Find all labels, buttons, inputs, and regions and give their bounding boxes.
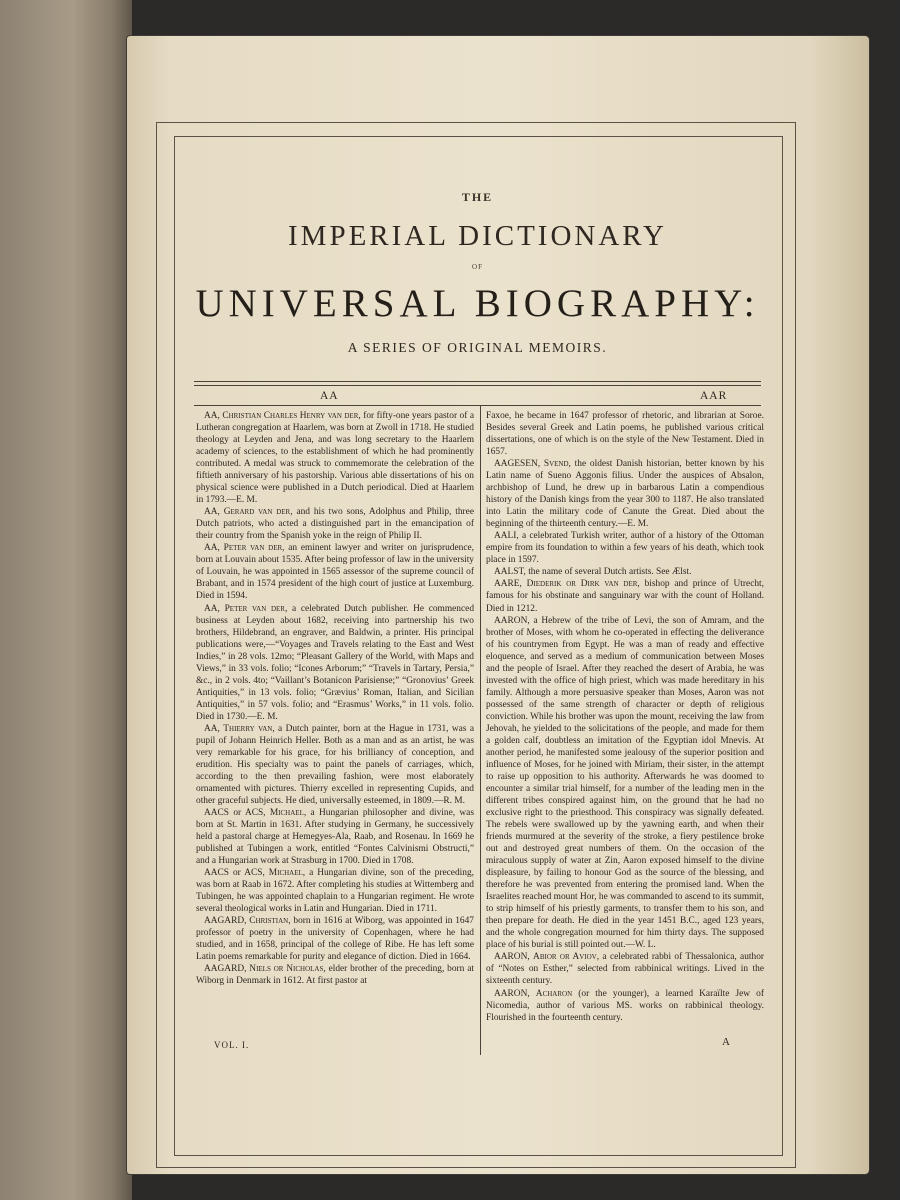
left-column bbox=[196, 410, 474, 988]
entry-text: a celebrated Turkish writer, author of a history of the Ottoman empire from its foundation to within a few years of his death, which took place in 1597. bbox=[486, 531, 764, 566]
left-facing-page bbox=[0, 0, 132, 1200]
entry-text: elder brother of the preceding, born at Wiborg in Denmark in 1612. At first pastor at bbox=[196, 964, 474, 987]
entry-headword: AA, bbox=[204, 603, 225, 614]
running-head-right: AAR bbox=[700, 390, 728, 402]
title-imperial-dictionary: IMPERIAL DICTIONARY bbox=[288, 220, 667, 252]
entry-headword: AAGARD, bbox=[204, 916, 250, 927]
entry-name: Michael, bbox=[269, 808, 307, 819]
entry-name: Diederik or Dirk van der, bbox=[526, 579, 640, 590]
header-rule-thin bbox=[194, 385, 761, 386]
entry-text: bishop and prince of Utrecht, famous for his obstinate and sanguinary war with the count of Holland. Died in 1212. bbox=[486, 579, 764, 614]
entry-text: and his two sons, Adolphus and Philip, three Dutch patriots, who acted a distinguished part in the emancipation of their country from the Spanish yoke in the reign of Philip II. bbox=[196, 507, 474, 542]
entry-name: Christian Charles Henry van der, bbox=[222, 411, 361, 421]
right-column bbox=[486, 410, 764, 1024]
entry-name: Thierry van, bbox=[223, 723, 275, 734]
entry-headword: AA, bbox=[204, 723, 224, 734]
dictionary-entry bbox=[196, 915, 474, 963]
dictionary-entry bbox=[486, 615, 764, 952]
subtitle: A SERIES OF ORIGINAL MEMOIRS. bbox=[347, 340, 608, 355]
entry-text: a Hebrew of the tribe of Levi, the son of Amram, and the brother of Moses, with whom he co-operated in effecting the deliverance of his countrymen from Egypt. He was a man of ready and effective eloquence, and served as a medium of communication between Moses and the people of Israel. After they reached the desert of Arabia, he was invested with the office of high priest, which was made hereditary in his family. Although a more persuasive speaker than Moses, Aaron was not possessed of the same strength of character or depth of religious conviction. While his brother was upon the mount, receiving the law from Jehovah, he yielded to the solicitations of the people, and made for them a golden calf, doubtless an imitation of the Egyptian idol Mnevis. At another period, he manifested some jealousy of the superior position and influence of Moses, for he joined with Miriam, their sister, in the attempt to raise up opposition to his authority. Afterwards he was doomed to encounter a similar trial himself, for a number of the leading men in the different tribes conspired against him, on the ground that he had no exclusive right to the priesthood. This conspiracy was signally defeated. The rebels were swallowed up by the yawning earth, and when their friends murmured at the severity of the stroke, a fiery pestilence broke out and destroyed great numbers of them. On the occasion of the miraculous supply of water at Zin, Aaron exposed himself to the divine displeasure, by failing to honour God as the source of the blessing, and therefore he was prevented from entering the promised land. When the Israelites reached mount Hor, he was commanded to ascend to its summit, to strip himself of his priestly garments, to transfer them to his son, and then prepare for death. He died in the year 1451 B.C., aged 123 years, and the whole congregation mourned for him thirty days. The supposed place of his burial is still pointed out.—W. L. bbox=[486, 615, 764, 951]
dictionary-entry bbox=[196, 867, 474, 915]
entry-headword: AARON, bbox=[494, 952, 534, 963]
dictionary-entry bbox=[196, 603, 474, 723]
dictionary-entry bbox=[486, 566, 764, 578]
dictionary-entry bbox=[486, 530, 764, 566]
entry-text: a celebrated rabbi of Thessalonica, author of “Notes on Esther,” selected from rabbinical writings. Lived in the sixteenth century. bbox=[486, 952, 765, 987]
entry-name: Peter van der, bbox=[223, 543, 285, 554]
header-rule bbox=[194, 381, 761, 382]
entry-text: Faxoe, he became in 1647 professor of rhetoric, and librarian at Soroe. Besides several Greek and Latin poems, he published various critical dissertations, one of which is on the style of the New Testament. Died in 1657. bbox=[486, 411, 764, 458]
dictionary-entry bbox=[196, 723, 474, 807]
dictionary-entry bbox=[196, 963, 474, 987]
dictionary-entry bbox=[486, 410, 764, 458]
entry-text: a Dutch painter, born at the Hague in 1731, was a pupil of Johann Heinrich Heller. Both as a man and as an artist, he was very remarkable for his grace, for his brilliancy of conception, and erudition. His specialty was to paint the panels of carriages, which, according to the then prevailing fashion, were most elaborately ornamented with pictures. Thierry excelled in representing Cupids, and other graceful subjects. He died, universally esteemed, in 1809.—R. M. bbox=[196, 723, 474, 806]
entry-headword: AACS or ACS, bbox=[204, 808, 270, 819]
entry-name: Christian, bbox=[249, 916, 291, 927]
entry-headword: AARON, bbox=[494, 615, 534, 626]
column-divider bbox=[480, 405, 481, 1055]
entry-text: (or the younger), a learned Karaïlte Jew of Nicomedia, author of various MS. works on rabbinical theology. Flourished in the fourteenth century. bbox=[486, 988, 764, 1023]
entry-name: Svend, bbox=[543, 459, 571, 470]
entry-text: a Hungarian philosopher and divine, was born at St. Martin in 1631. After studying in Germany, he successively held a pastoral charge at Hemegyes-Ala, Raab, and Rosenau. In 1669 he published at Tubingen a work, entitled “Fontes Calvinismi Obstructi,” and a Hungarian work at Strasburg in 1700. Died in 1708. bbox=[196, 808, 474, 867]
entry-headword: AA, bbox=[204, 411, 223, 421]
entry-headword: AARE, bbox=[494, 579, 527, 590]
dictionary-entry bbox=[196, 807, 474, 867]
dictionary-entry bbox=[486, 988, 764, 1024]
dictionary-entry bbox=[486, 951, 764, 987]
entry-name: Niels or Nicholas, bbox=[249, 964, 326, 975]
entry-text: the name of several Dutch artists. See Ælst. bbox=[528, 567, 692, 578]
entry-headword: AA, bbox=[204, 507, 224, 518]
entry-headword: AARON, bbox=[494, 988, 536, 999]
entry-text: a celebrated Dutch publisher. He commenced business at Leyden about 1682, receiving into partnership his two brothers, Hildebrand, an engraver, and Baldwin, a printer. His principal publications were,—“Voyages and Travels relating to the East and West Indies,” in 28 vols. 12mo; “Pleasant Gallery of the World, with Maps and Views,” in 33 vols. folio; “Icones Arborum;” “Travels in Tartary, Persia,” &c., in 2 vols. 4to; “Vaillant’s Botanicon Parisiense;” “Gronovius’ Greek Antiquities,” in 13 vols. folio; “Grævius’ Roman, Italian, and Sicilian Antiquities,” in 57 vols. folio; and “Erasmus’ Works,” in 11 vols. folio. Died in 1730.—E. M. bbox=[196, 603, 475, 722]
entry-headword: AAGESEN, bbox=[494, 459, 544, 470]
dictionary-entry bbox=[486, 458, 764, 530]
entry-name: Acharon bbox=[535, 988, 573, 999]
running-head-left: AA bbox=[320, 390, 339, 402]
entry-text: an eminent lawyer and writer on jurisprudence, born at Louvain about 1535. After being professor of law in the university of Louvain, he was appointed in 1565 assessor of the supreme council of Brabant, and in 1574 president of the high court of justice at Luxemburg. Died in 1594. bbox=[196, 543, 475, 602]
entry-text: a Hungarian divine, son of the preceding, was born at Raab in 1672. After completing his studies at Wittemberg and Tubingen, he was appointed chaplain to a Hungarian regiment. He wrote several theological works in Latin and Hungarian. Died in 1711. bbox=[196, 868, 474, 915]
volume-number: VOL. I. bbox=[214, 1040, 250, 1050]
entry-name: Abior or Aviov, bbox=[533, 952, 600, 963]
dictionary-entry bbox=[486, 578, 764, 614]
dictionary-entry bbox=[196, 506, 474, 542]
entry-headword: AALST, bbox=[494, 567, 529, 578]
dictionary-entry bbox=[196, 410, 474, 506]
title-universal-biography: UNIVERSAL BIOGRAPHY: bbox=[195, 282, 760, 325]
running-head-rule bbox=[194, 405, 761, 406]
entry-headword: AA, bbox=[204, 543, 224, 554]
entry-text: for fifty-one years pastor of a Lutheran congregation at Haarlem, was born at Zwoll in 1718. He studied theology at Leyden and Jena, and was long secretary to the Haarlem academy of sciences, to the establishment of which he had prominently contributed. A medal was struck to commemorate the celebration of the fiftieth anniversary of his pastorship. Various able dissertations of his on physical science were published in a Dutch periodical. Died at Haarlem in 1793.—E. M. bbox=[196, 411, 474, 506]
entry-name: Peter van der, bbox=[224, 603, 288, 614]
signature-mark: A bbox=[722, 1036, 730, 1048]
entry-headword: AALI, bbox=[494, 531, 522, 542]
entry-headword: AACS or ACS, bbox=[204, 868, 269, 879]
entry-text: the oldest Danish historian, better known by his Latin name of Sueno Aggonis filius. Under the auspices of Absalon, archbishop of Lund, he drew up in barbarous Latin a compendious history of the Danish kings from the year 300 to 1187. He also translated into Latin the military code of Canute the Great. Died about the beginning of the thirteenth century.—E. M. bbox=[486, 459, 764, 530]
title-of: OF bbox=[472, 263, 483, 271]
dictionary-entry bbox=[196, 542, 474, 602]
title-the: THE bbox=[461, 190, 494, 204]
entry-name: Gerard van der, bbox=[223, 507, 293, 518]
entry-headword: AAGARD, bbox=[204, 964, 250, 975]
entry-name: Michael, bbox=[268, 868, 306, 879]
entry-text: born in 1616 at Wiborg, was appointed in 1647 professor of poetry in the university of Copenhagen, where he had studied, and in 1658, principal of the college of Ribe. He has left some Latin poems remarkable for purity and elegance of diction. Died in 1664. bbox=[196, 916, 474, 963]
